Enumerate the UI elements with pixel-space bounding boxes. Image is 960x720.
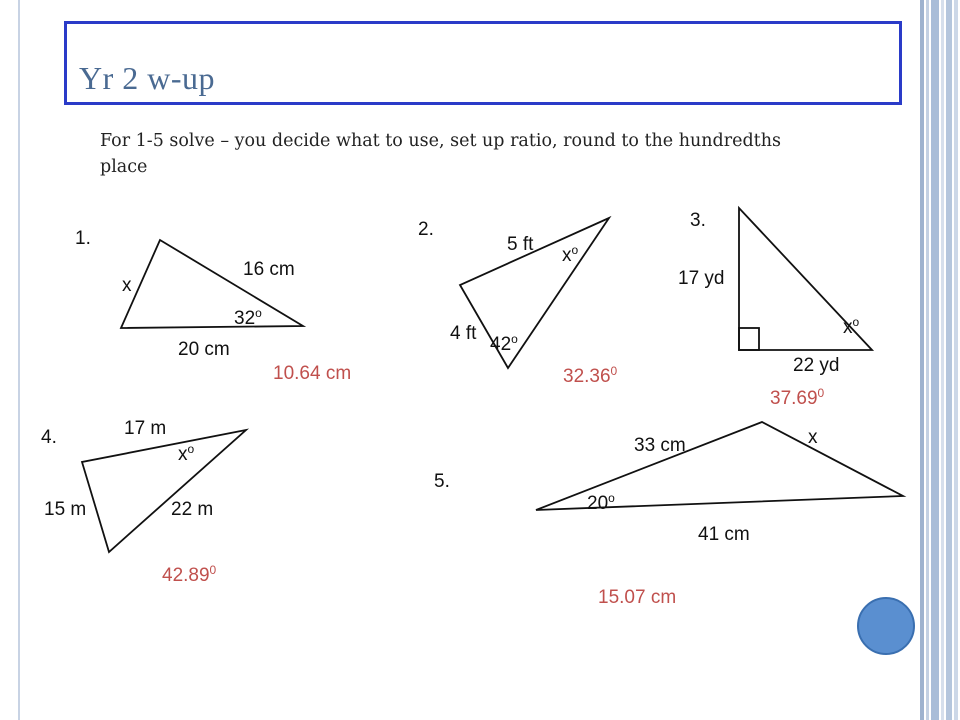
problem-5-base-label: 41 cm — [698, 524, 750, 545]
problem-3-answer: 37.69$^0$ — [770, 386, 825, 409]
problem-1-number: 1. — [75, 228, 91, 249]
problem-1-answer: 10.64 cm — [273, 363, 352, 384]
problem-5-answer: 15.07 cm — [598, 587, 677, 608]
problem-3-vertical-label: 17 yd — [678, 268, 725, 289]
problem-1-hypotenuse-label: 16 cm — [243, 259, 295, 280]
problem-5-x-label: x — [808, 427, 818, 448]
problem-3-base-label: 22 yd — [793, 355, 840, 376]
problem-2-number: 2. — [418, 219, 434, 240]
problem-2-top-side-label: 5 ft — [507, 234, 534, 255]
problem-2-bottom-angle-label: 42$^o$ — [490, 332, 518, 355]
problem-1-angle-label: 32$^o$ — [234, 306, 262, 329]
problem-4-left-side-label: 15 m — [44, 499, 87, 520]
problem-1-x-label: x — [122, 275, 132, 296]
problem-2-left-side-label: 4 ft — [450, 323, 477, 344]
problem-1-base-label: 20 cm — [178, 339, 230, 360]
problem-5-number: 5. — [434, 471, 450, 492]
problem-2-top-angle-label: $x^o$ — [562, 243, 579, 266]
problem-4-right-side-label: 22 m — [171, 499, 214, 520]
instructions-text: For 1-5 solve – you decide what to use, set up ratio, round to the hundredths place — [100, 131, 781, 177]
problem-2-answer: 32.36$^0$ — [563, 364, 618, 387]
right-angle-mark — [739, 328, 759, 350]
triangle-4 — [82, 430, 246, 552]
problem-5-top-side-label: 33 cm — [634, 435, 686, 456]
problem-5-angle-label: 20$^o$ — [587, 491, 615, 514]
problem-4-top-side-label: 17 m — [124, 418, 167, 439]
problem-4-angle-label: $x^o$ — [178, 442, 195, 465]
problem-3-angle-label: $x^o$ — [843, 315, 860, 338]
triangle-2 — [460, 218, 609, 368]
problem-3-number: 3. — [690, 210, 706, 231]
slide-title: Yr 2 w-up — [79, 60, 216, 96]
decorative-circle — [857, 597, 915, 655]
triangle-1 — [121, 240, 303, 328]
problem-4-number: 4. — [41, 427, 57, 448]
problem-4-answer: 42.89$^0$ — [162, 563, 217, 586]
